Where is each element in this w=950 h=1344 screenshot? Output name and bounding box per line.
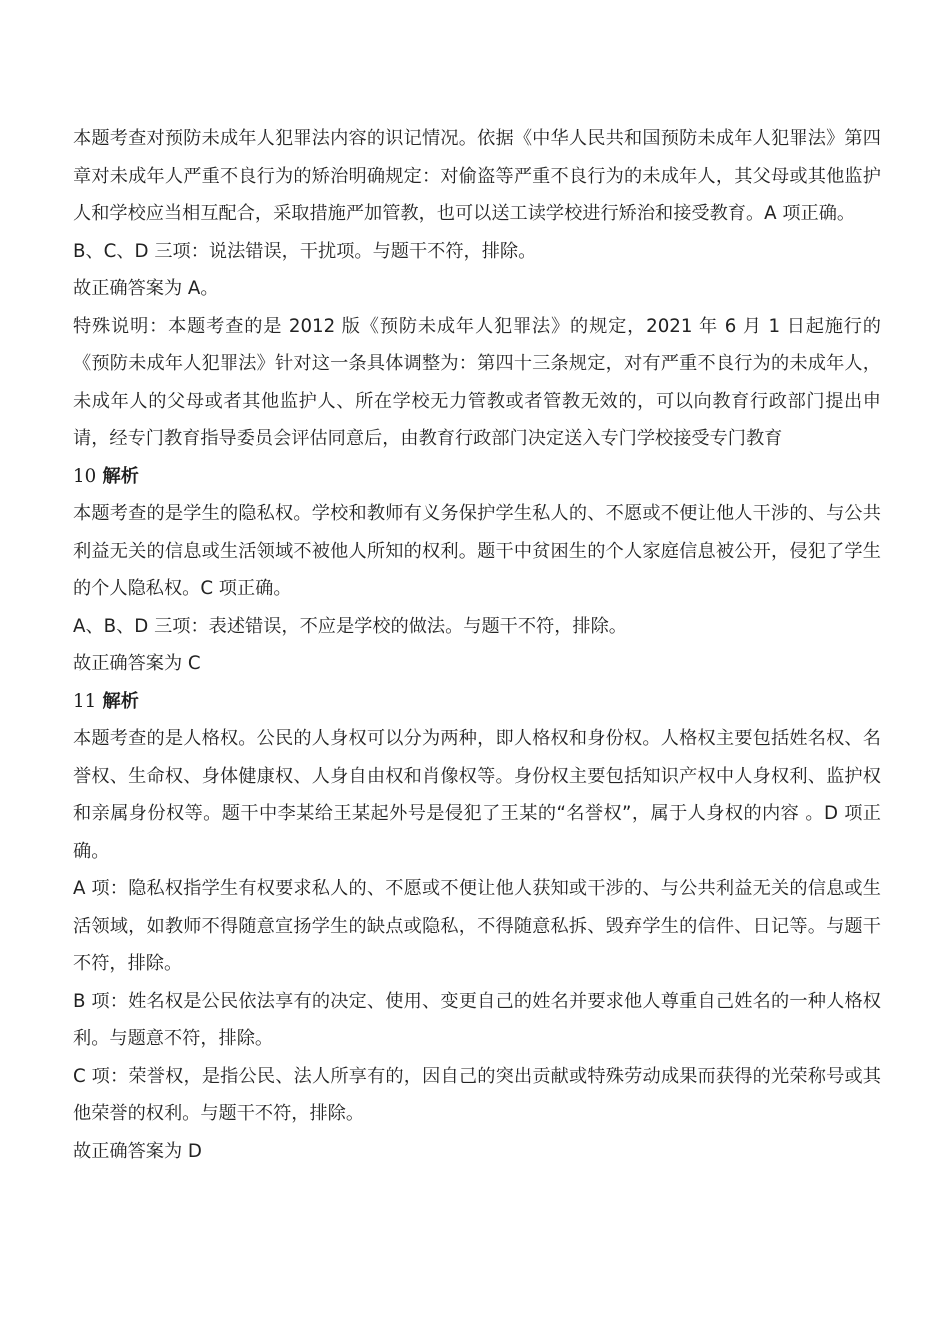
heading-q11-number: 11	[73, 690, 97, 712]
paragraph-q10-options-abd: A、B、D 三项：表述错误，不应是学校的做法。与题干不符，排除。	[73, 615, 627, 637]
paragraph-q11-option-c: C 项：荣誉权，是指公民、法人所享有的，因自己的突出贡献或特殊劳动成果而获得的光荣称号或其他荣誉的权利。与题干不符，排除。	[73, 1065, 881, 1124]
paragraph-q11-answer: 故正确答案为 D	[73, 1140, 202, 1162]
document-body	[73, 120, 881, 1170]
paragraph-q9-special-note: 特殊说明：本题考查的是 2012 版《预防未成年人犯罪法》的规定，2021 年 6 月 1 日起施行的《预防未成年人犯罪法》针对这一条具体调整为：第四十三条规定，对有严重不良行为的未成年人，未成年人的父母或者其他监护人、所在学校无力管教或者管教无效的，可以向教育行政部门提出申请，经专门教育指导委员会评估同意后，由教育行政部门决定送入专门学校接受专门教育	[73, 315, 881, 449]
paragraph-q9-answer: 故正确答案为 A。	[73, 278, 219, 299]
paragraph-q11-analysis: 本题考查的是人格权。公民的人身权可以分为两种，即人格权和身份权。人格权主要包括姓名权、名誉权、生命权、身体健康权、人身自由权和肖像权等。身份权主要包括知识产权中人身权利、监护权和亲属身份权等。题干中李某给王某起外号是侵犯了王某的“名誉权”，属于人身权的内容 。D 项正确。	[73, 728, 881, 862]
heading-q11	[73, 683, 881, 721]
heading-q10-number: 10	[73, 465, 97, 487]
paragraph-q9-analysis: 本题考查对预防未成年人犯罪法内容的识记情况。依据《中华人民共和国预防未成年人犯罪法》第四章对未成年人严重不良行为的矫治明确规定：对偷盗等严重不良行为的未成年人，其父母或其他监护人和学校应当相互配合，采取措施严加管教，也可以送工读学校进行矫治和接受教育。A 项正确。	[73, 128, 881, 224]
paragraph-q10-analysis: 本题考查的是学生的隐私权。学校和教师有义务保护学生私人的、不愿或不便让他人干涉的、与公共利益无关的信息或生活领域不被他人所知的权利。题干中贫困生的个人家庭信息被公开，侵犯了学生的个人隐私权。C 项正确。	[73, 503, 881, 599]
paragraph-q10-answer: 故正确答案为 C	[73, 653, 201, 674]
paragraph-q9-options-bcd: B、C、D 三项：说法错误，干扰项。与题干不符，排除。	[73, 240, 537, 262]
heading-q10-label: 解析	[102, 465, 139, 487]
heading-q10	[73, 458, 881, 496]
paragraph-q11-option-b: B 项：姓名权是公民依法享有的决定、使用、变更自己的姓名并要求他人尊重自己姓名的一种人格权利。与题意不符，排除。	[73, 990, 881, 1049]
paragraph-q11-option-a: A 项：隐私权指学生有权要求私人的、不愿或不便让他人获知或干涉的、与公共利益无关的信息或生活领域，如教师不得随意宣扬学生的缺点或隐私，不得随意私拆、毁弃学生的信件、日记等。与题干不符，排除。	[73, 878, 881, 974]
heading-q11-label: 解析	[102, 690, 139, 712]
